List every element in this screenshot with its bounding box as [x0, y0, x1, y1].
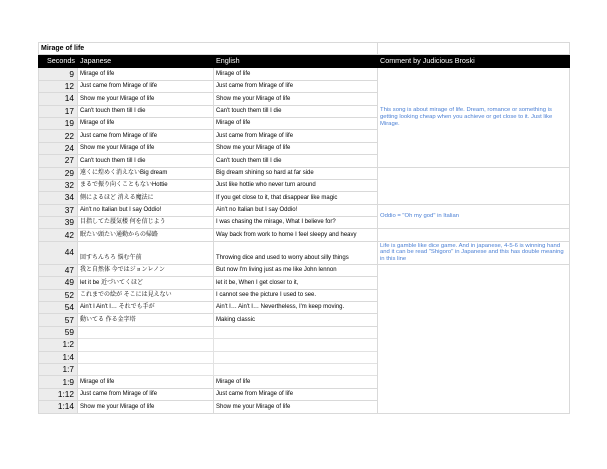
seconds-cell[interactable]: 59 — [39, 326, 78, 338]
comment-empty-cell[interactable] — [378, 167, 570, 204]
seconds-cell[interactable]: 42 — [39, 229, 78, 241]
seconds-cell[interactable]: 44 — [39, 241, 78, 264]
seconds-cell[interactable]: 22 — [39, 130, 78, 142]
spreadsheet — [38, 42, 569, 414]
japanese-cell[interactable]: 眠たい頭たい通勤からの帰路 — [78, 229, 214, 241]
english-cell[interactable]: Making classic — [214, 314, 378, 326]
table-row — [39, 241, 570, 264]
seconds-cell[interactable]: 1:12 — [39, 388, 78, 400]
comment-cell[interactable]: Life is gamble like dice game. And in japanese, 4-5-6 is winning hand and it can be read "Shigoro" in Japanese and this has double meaning in this line — [378, 241, 570, 264]
japanese-cell[interactable]: 遠くに煌めく消えないBig dream — [78, 167, 214, 179]
seconds-cell[interactable]: 57 — [39, 314, 78, 326]
header-row — [39, 55, 570, 68]
english-cell[interactable]: Just came from Mirage of life — [214, 130, 378, 142]
seconds-cell[interactable]: 1:7 — [39, 363, 78, 375]
table-row — [39, 264, 570, 276]
english-cell[interactable]: Throwing dice and used to worry about silly things — [214, 241, 378, 264]
japanese-cell[interactable]: Just came from Mirage of life — [78, 130, 214, 142]
english-cell[interactable]: Just like hottie who never turn around — [214, 179, 378, 191]
english-cell[interactable] — [214, 351, 378, 363]
header-english[interactable]: English — [214, 55, 378, 68]
japanese-cell[interactable]: Show me your Mirage of life — [78, 93, 214, 105]
table-row — [39, 167, 570, 179]
seconds-cell[interactable]: 29 — [39, 167, 78, 179]
seconds-cell[interactable]: 17 — [39, 105, 78, 117]
japanese-cell[interactable]: まるで振り向くこともないHottie — [78, 179, 214, 191]
header-japanese[interactable]: Japanese — [78, 55, 214, 68]
japanese-cell[interactable]: Show me your Mirage of life — [78, 142, 214, 154]
japanese-cell[interactable]: Mirage of life — [78, 68, 214, 80]
seconds-cell[interactable]: 39 — [39, 217, 78, 229]
japanese-cell[interactable]: Just came from Mirage of life — [78, 80, 214, 92]
english-cell[interactable]: Mirage of life — [214, 376, 378, 388]
seconds-cell[interactable]: 37 — [39, 204, 78, 216]
seconds-cell[interactable]: 27 — [39, 155, 78, 167]
english-cell[interactable]: Just came from Mirage of life — [214, 80, 378, 92]
seconds-cell[interactable]: 19 — [39, 117, 78, 129]
english-cell[interactable]: Can't touch them till I die — [214, 105, 378, 117]
lyrics-table — [38, 42, 570, 414]
english-cell[interactable]: Way back from work to home I feel sleepy and heavy — [214, 229, 378, 241]
english-cell[interactable]: Show me your Mirage of life — [214, 142, 378, 154]
seconds-cell[interactable]: 14 — [39, 93, 78, 105]
english-cell[interactable]: let it be, When I get closer to it, — [214, 277, 378, 289]
seconds-cell[interactable]: 1:14 — [39, 401, 78, 413]
english-cell[interactable]: Ain't no Italian but I say Oddio! — [214, 204, 378, 216]
english-cell[interactable] — [214, 326, 378, 338]
seconds-cell[interactable]: 1:4 — [39, 351, 78, 363]
english-cell[interactable] — [214, 339, 378, 351]
japanese-cell[interactable]: Mirage of life — [78, 117, 214, 129]
seconds-cell[interactable]: 24 — [39, 142, 78, 154]
seconds-cell[interactable]: 54 — [39, 302, 78, 314]
english-cell[interactable]: I was chasing the mirage, What I believe for? — [214, 217, 378, 229]
japanese-cell[interactable]: let it be 近づいてくほど — [78, 277, 214, 289]
seconds-cell[interactable]: 34 — [39, 192, 78, 204]
comment-cell[interactable]: Oddio = "Oh my god" in Italian — [378, 204, 570, 229]
table-row — [39, 229, 570, 241]
japanese-cell[interactable]: 回すちんちろ 悩む午前 — [78, 241, 214, 264]
header-comment[interactable]: Comment by Judicious Broski — [378, 55, 570, 68]
japanese-cell[interactable]: 側によるほど 消える魔法に — [78, 192, 214, 204]
title-row — [39, 43, 570, 55]
sheet-title[interactable]: Mirage of life — [39, 43, 378, 55]
seconds-cell[interactable]: 9 — [39, 68, 78, 80]
english-cell[interactable]: Ain't I… Ain't I… Nevertheless, I'm keep moving. — [214, 302, 378, 314]
japanese-cell[interactable] — [78, 351, 214, 363]
header-seconds[interactable]: Seconds — [39, 55, 78, 68]
japanese-cell[interactable]: Mirage of life — [78, 376, 214, 388]
japanese-cell[interactable]: Can't touch them till I die — [78, 105, 214, 117]
seconds-cell[interactable]: 12 — [39, 80, 78, 92]
japanese-cell[interactable]: Can't touch them till I die — [78, 155, 214, 167]
table-row — [39, 68, 570, 80]
seconds-cell[interactable]: 47 — [39, 264, 78, 276]
seconds-cell[interactable]: 52 — [39, 289, 78, 301]
comment-empty-cell[interactable] — [378, 229, 570, 241]
japanese-cell[interactable]: Ain't I Ain't I… それでも手が — [78, 302, 214, 314]
seconds-cell[interactable]: 32 — [39, 179, 78, 191]
english-cell[interactable]: I cannot see the picture I used to see. — [214, 289, 378, 301]
english-cell[interactable]: Can't touch them till I die — [214, 155, 378, 167]
english-cell[interactable] — [214, 363, 378, 375]
seconds-cell[interactable]: 1:2 — [39, 339, 78, 351]
japanese-cell[interactable]: これまでの絵が そこには見えない — [78, 289, 214, 301]
comment-empty-cell[interactable] — [378, 264, 570, 413]
japanese-cell[interactable] — [78, 326, 214, 338]
seconds-cell[interactable]: 49 — [39, 277, 78, 289]
english-cell[interactable]: If you get close to it, that disappear like magic — [214, 192, 378, 204]
english-cell[interactable]: Mirage of life — [214, 68, 378, 80]
japanese-cell[interactable]: 目指してた蜃気楼 何を信じよう — [78, 217, 214, 229]
japanese-cell[interactable]: 動いてる 作る金字塔 — [78, 314, 214, 326]
seconds-cell[interactable]: 1:9 — [39, 376, 78, 388]
japanese-cell[interactable] — [78, 363, 214, 375]
english-cell[interactable]: Show me your Mirage of life — [214, 401, 378, 413]
english-cell[interactable]: Big dream shining so hard at far side — [214, 167, 378, 179]
title-row-blank-cell[interactable] — [378, 43, 570, 55]
japanese-cell[interactable]: 我と自然体 今ではジョンレノン — [78, 264, 214, 276]
english-cell[interactable]: But now I'm living just as me like John lennon — [214, 264, 378, 276]
japanese-cell[interactable]: Ain't no Italian but I say Oddio! — [78, 204, 214, 216]
english-cell[interactable]: Just came from Mirage of life — [214, 388, 378, 400]
english-cell[interactable]: Mirage of life — [214, 117, 378, 129]
comment-cell[interactable]: This song is about mirage of life. Dream, romance or something is getting looking cheap when you achieve or get close to it. Just like Mirage. — [378, 68, 570, 167]
english-cell[interactable]: Show me your Mirage of life — [214, 93, 378, 105]
japanese-cell[interactable]: Show me your Mirage of life — [78, 401, 214, 413]
table-row — [39, 204, 570, 216]
japanese-cell[interactable]: Just came from Mirage of life — [78, 388, 214, 400]
japanese-cell[interactable] — [78, 339, 214, 351]
